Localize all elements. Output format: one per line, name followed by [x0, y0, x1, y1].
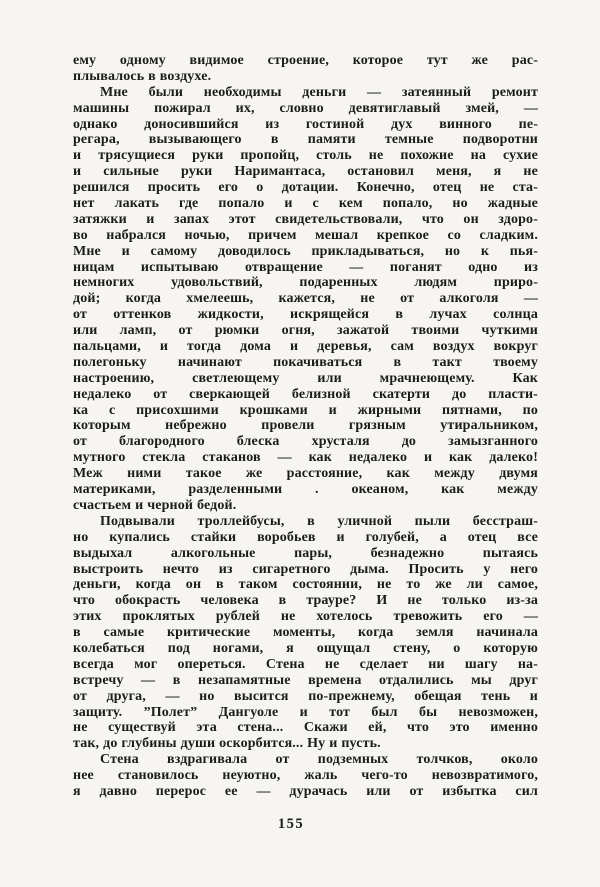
text-line: ницам испытываю отвращение — поганят одно из [73, 259, 538, 275]
text-block [73, 53, 538, 800]
text-line: которым небрежно провели грязным утиральником, [73, 418, 538, 434]
text-line: защиту. ”Полет” Дангуоле и тот был бы невозможен, [73, 704, 538, 720]
page-number: 155 [277, 816, 305, 832]
text-line: полегоньку начинают покачиваться в такт твоему [73, 354, 538, 370]
text-line: этих проклятых рублей не хотелось тревожить его — [73, 609, 538, 625]
text-line: Меж ними такое же расстояние, как между двумя [73, 466, 538, 482]
text-line: колебаться под ногами, я ощущал стену, о которую [73, 640, 538, 656]
text-line: затяжки и запах этот свидетельствовали, что он здоро- [73, 211, 538, 227]
text-line: от оттенков жидкости, искрящейся в лучах солнца [73, 307, 538, 323]
text-line: что обокрасть человека в трауре? И не только из-за [73, 593, 538, 609]
text-line: решился просить его о дотации. Конечно, отец не ста- [73, 180, 538, 196]
text-line: немногих удовольствий, подаренных людям приро- [73, 275, 538, 291]
text-line: встречу — в незапамятные времена отдалились мы друг [73, 672, 538, 688]
text-line: Стена вздрагивала от подземных толчков, около [100, 752, 538, 768]
text-line: настроению, светлеющему или мрачнеющему. Как [73, 370, 538, 386]
text-line: всегда мог опереться. Стена не сделает ни шагу на- [73, 656, 538, 672]
text-line: или ламп, от рюмки огня, зажатой твоими чуткими [73, 323, 538, 339]
text-line: счастьем и черной бедой. [73, 497, 237, 513]
text-line: от друга, — но высится по-прежнему, обещая тень и [73, 688, 538, 704]
text-line: материками, разделенными . океаном, как между [73, 482, 538, 498]
text-line: так, до глубины души оскорбится... Ну и пусть. [73, 736, 381, 752]
text-line: не существуй эта стена... Скажи ей, что это именно [73, 720, 538, 736]
text-line: однако доносившийся из гостиной дух винного пе- [73, 116, 538, 132]
text-line: мутного стекла стаканов — как недалеко и как далеко! [73, 450, 538, 466]
text-line: нет лакать где попало и с кем попало, но жадные [73, 196, 538, 212]
text-line: во набрался ночью, причем мешал крепкое со сладким. [73, 227, 538, 243]
text-line: нее становилось неуютно, жаль чего-то невозвратимого, [73, 768, 538, 784]
text-line: ка с присохшими крошками и жирными пятнами, по [73, 402, 538, 418]
text-line: от благородного блеска хрусталя до замызганного [73, 434, 538, 450]
text-line: деньги, когда он в таком состоянии, не то же ли самое, [73, 577, 538, 593]
text-line: и трясущиеся руки пропойц, столь не похожие на сухие [73, 148, 538, 164]
text-line: регара, вызывающего в памяти темные подворотни [73, 132, 538, 148]
text-line: в самые критические моменты, когда земля начинала [73, 625, 538, 641]
text-line: Подвывали троллейбусы, в уличной пыли бесстраш- [100, 513, 538, 529]
text-line: выстроить нечто из сигаретного дыма. Просить у него [73, 561, 538, 577]
text-line: ему одному видимое строение, которое тут же рас- [73, 53, 538, 68]
text-line: плывалось в воздухе. [73, 68, 212, 84]
text-line: машины пожирал их, словно девятиглавый змей, — [73, 100, 538, 116]
text-line: но купались стайки воробьев и голубей, а отец все [73, 529, 538, 545]
text-line: Мне и самому доводилось прикладываться, но к пья- [73, 243, 538, 259]
text-line: я давно перерос ее — дурачась или от избытка сил [73, 783, 538, 799]
text-line: недалеко от сверкающей белизной скатерти до пласти- [73, 386, 538, 402]
text-line: Мне были необходимы деньги — затеянный ремонт [100, 84, 538, 100]
text-line: дой; когда хмелеешь, кажется, не от алкоголя — [73, 291, 538, 307]
text-line: выдыхал алкогольные пары, безнадежно пытаясь [73, 545, 538, 561]
text-line: пальцами, и тогда дома и деревья, сам воздух вокруг [73, 339, 538, 355]
text-line: и сильные руки Наримантаса, остановил меня, я не [73, 164, 538, 180]
